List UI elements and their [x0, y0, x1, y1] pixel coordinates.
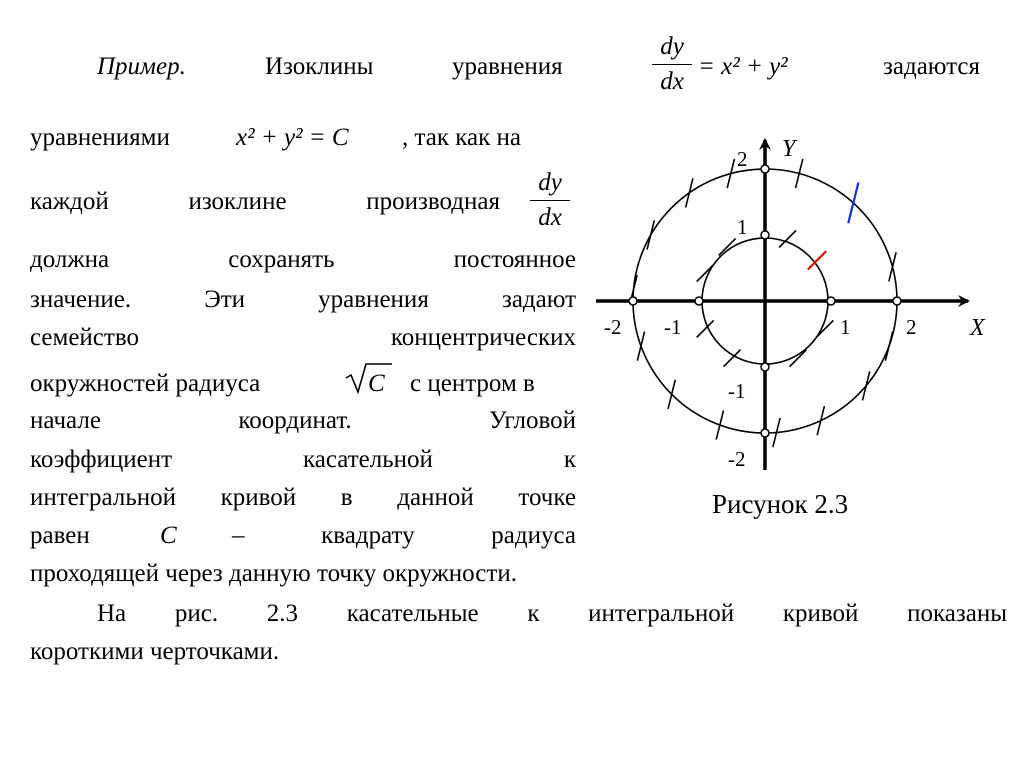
axis-intersection-point [761, 165, 769, 173]
isocline-formula: x² + y² = C [236, 124, 349, 151]
frac-numerator: dy [538, 169, 562, 196]
equation-rhs: = x² + y² [698, 53, 788, 80]
sqrt-line-suffix: с центром в [410, 370, 535, 397]
x-tick-1: 1 [840, 315, 851, 339]
word-equations: уравнениями [30, 124, 170, 151]
word-isoclines: Изоклины [265, 53, 374, 80]
para-full-line: проходящей через данную точку окружности. [30, 560, 517, 587]
axis-intersection-point [761, 231, 769, 239]
axis-intersection-point [893, 297, 901, 305]
frac-denominator: dx [538, 204, 562, 231]
para-line-2: значение. Эти уравнения задают [30, 286, 576, 313]
para-line-4: начале координат. Угловой [30, 407, 576, 434]
y-tick-2: 2 [737, 147, 748, 171]
line-c-suffix: – квадрату радиуса [232, 522, 576, 549]
axis-intersection-point [629, 297, 637, 305]
example-label: Пример. [97, 53, 186, 80]
axis-intersection-point [761, 363, 769, 371]
para-line-3: семейство концентрических [30, 324, 576, 351]
axis-intersection-point [827, 297, 835, 305]
x-tick-minus-1: -1 [664, 315, 682, 339]
y-tick-1: 1 [737, 215, 748, 239]
frac-denominator: dx [660, 68, 684, 95]
y-tick-minus-2: -2 [728, 447, 746, 471]
outer-tangent-dash [716, 410, 723, 439]
outer-tangent-dash [668, 380, 675, 409]
para2-line-2: короткими черточками. [30, 638, 280, 665]
y-axis-label: Y [782, 136, 796, 162]
frac-numerator: dy [660, 33, 684, 60]
axis-intersection-point [761, 429, 769, 437]
line3-text: каждой изоклине производная [30, 188, 500, 215]
para2-line-1: На рис. 2.3 касательные к интегральной кривой показаны [97, 600, 1007, 627]
line2-suffix: , так как на [402, 124, 521, 151]
x-tick-minus-2: -2 [604, 315, 622, 339]
outer-highlight-tangent [848, 183, 858, 224]
x-tick-2: 2 [906, 315, 917, 339]
word-equal: равен [30, 522, 90, 549]
sqrt-line-prefix: окружностей радиуса [30, 370, 261, 397]
para-line-6: интегральной кривой в данной точке [30, 484, 576, 511]
outer-tangent-dash [885, 332, 892, 361]
axis-intersection-point [695, 297, 703, 305]
para-line-5: коэффициент касательной к [30, 446, 576, 473]
figure-caption: Рисунок 2.3 [712, 489, 849, 519]
y-tick-minus-1: -1 [728, 379, 746, 403]
outer-tangent-dash [647, 220, 654, 249]
outer-tangent-dash [862, 371, 869, 400]
para-line-1: должна сохранять постоянное [30, 246, 576, 273]
outer-tangent-dash [686, 178, 693, 207]
outer-tangent-dash [817, 406, 824, 435]
sqrt-radicand: C [368, 370, 385, 397]
word-equation: уравнения [452, 53, 563, 80]
x-axis-label: X [970, 315, 985, 341]
var-c: C [160, 522, 177, 549]
word-are-given: задаются [883, 53, 980, 80]
